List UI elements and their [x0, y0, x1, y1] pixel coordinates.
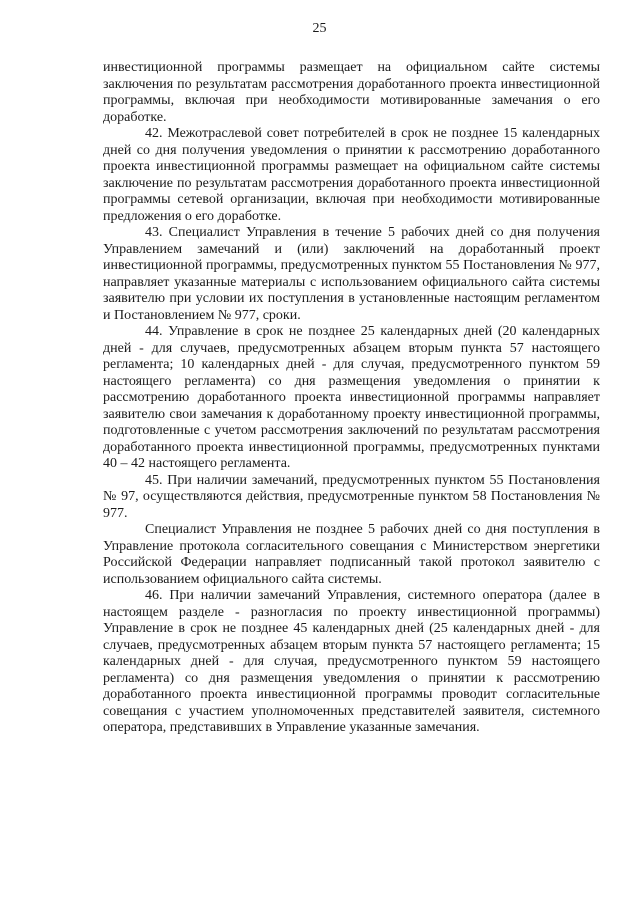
document-body: [103, 60, 600, 737]
paragraph-43: 43. Специалист Управления в течение 5 рабочих дней со дня получения Управлением замечаний и (или) заключений на доработанный проект инвестиционной программы, предусмотренных пунктом 55 Постановления № 977, направляет указанные материалы с использованием официального сайта системы заявителю при условии их поступления в установленные настоящим регламентом и Постановлением № 977, сроки.: [103, 225, 600, 323]
paragraph-45: 45. При наличии замечаний, предусмотренных пунктом 55 Постановления № 97, осуществляются действия, предусмотренные пунктом 58 Постановления № 977.: [103, 472, 600, 521]
paragraph-45-specialist: Специалист Управления не позднее 5 рабочих дней со дня поступления в Управление протокола согласительного совещания с Министерством энергетики Российской Федерации направляет подписанный такой протокол заявителю с использованием официального сайта системы.: [103, 522, 600, 587]
paragraph-46: 46. При наличии замечаний Управления, системного оператора (далее в настоящем разделе - разногласия по проекту инвестиционной программы) Управление в срок не позднее 45 календарных дней (25 календарных дней - для случаев, предусмотренных абзацем вторым пункта 57 настоящего регламента; 15 календарных дней - для случая, предусмотренного пунктом 59 настоящего регламента) со дня размещения уведомления о принятии к рассмотрению доработанного проекта инвестиционной программы проводит согласительные совещания с участием уполномоченных представителей заявителя, системного оператора, представивших в Управление указанные замечания.: [103, 588, 600, 735]
paragraph-continuation: инвестиционной программы размещает на официальном сайте системы заключения по результатам рассмотрения доработанного проекта инвестиционной программы, включая при необходимости мотивированные замечания о его доработке.: [103, 60, 600, 125]
paragraph-42: 42. Межотраслевой совет потребителей в срок не позднее 15 календарных дней со дня получения уведомления о принятии к рассмотрению доработанного проекта инвестиционной программы размещает на официальном сайте системы заключение по результатам рассмотрения доработанного проекта инвестиционной программы сетевой организации, включая при необходимости мотивированные предложения о его доработке.: [103, 126, 600, 224]
paragraph-44: 44. Управление в срок не позднее 25 календарных дней (20 календарных дней - для случаев, предусмотренных абзацем вторым пункта 57 настоящего регламента; 10 календарных дней - для случая, предусмотренного пунктом 59 настоящего регламента) со дня размещения уведомления о принятии к рассмотрению доработанного проекта инвестиционной программы направляет заявителю свои замечания к доработанному проекту инвестиционной программы, подготовленные с учетом рассмотрения заключений по результатам рассмотрения доработанного проекта инвестиционной программы, предусмотренных пунктами 40 – 42 настоящего регламента.: [103, 324, 600, 471]
page-number: 25: [312, 21, 327, 36]
